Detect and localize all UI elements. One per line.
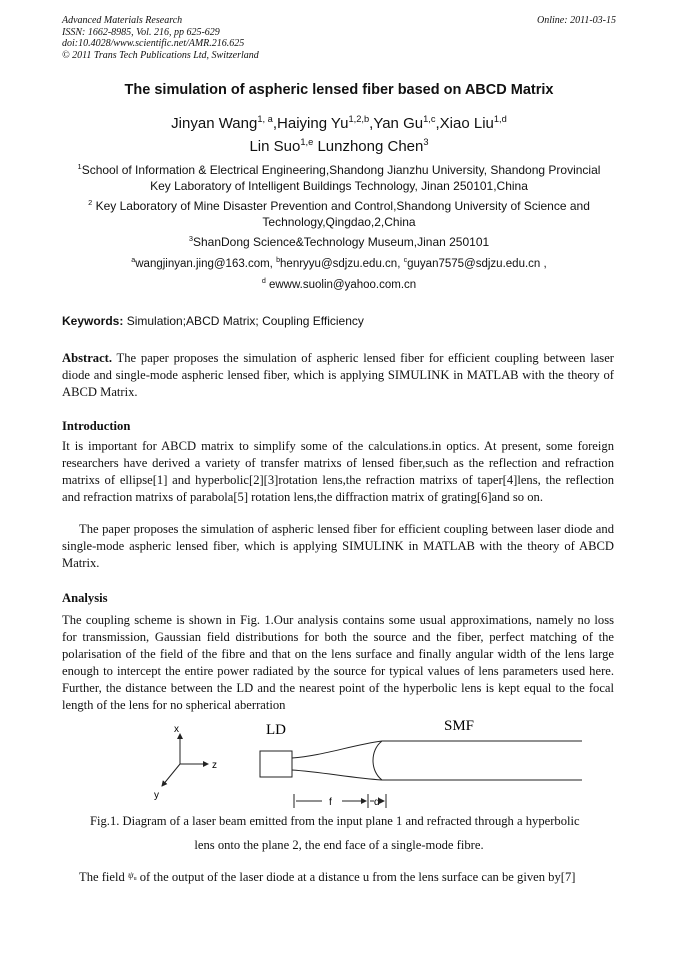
introduction-heading: Introduction (62, 419, 131, 433)
journal-header (62, 15, 259, 61)
author-sep: , (369, 115, 374, 132)
introduction-paragraph-1: It is important for ABCD matrix to simplify some of the calculations.in optics. At present, some foreign researchers have derived a variety of transfer matrixs of lensed fiber,such as the reflection and refraction matrixs of ellipse[1] and hyperbolic[2][3]rotation lens,the refraction matrixs of taper[4]lens, the reflection and refraction matrixs of parabola[5] rotation lens,the diffraction matrix of grating[6]and so on. (62, 439, 614, 504)
authors-line-2 (40, 138, 638, 155)
authors-line-1 (40, 115, 638, 132)
author-name: Xiao Liu (439, 115, 494, 132)
email-sup: d (261, 277, 266, 286)
keywords (62, 314, 364, 328)
author-name: Jinyan Wang (171, 115, 258, 132)
author-sup: 1, a (257, 114, 273, 124)
beam-paths (292, 741, 582, 780)
smf-label: SMF (444, 718, 475, 734)
f-label: f (329, 797, 332, 808)
author-sep: , (272, 115, 278, 132)
analysis-paragraph: The coupling scheme is shown in Fig. 1.Our analysis contains some usual approximations, namely no loss for transmission, Gaussian field distributions for both the source and the fiber, perfect matching of the polarisation of the field of the fibre and that on the lens surface and finally angular width of the lens large enough to intercept the entire power radiated by the source for typical values of lens parameters used here. Further, the distance between the LD and the nearest point of the hyperbolic lens is kept equal to the focal length of the lens for no spherical aberration (62, 613, 614, 712)
author-sup: 1,2,b (348, 114, 370, 124)
laser-diode-box (260, 751, 292, 777)
journal-name: Advanced Materials Research (62, 15, 183, 26)
paper-title: The simulation of aspheric lensed fiber based on ABCD Matrix (124, 82, 554, 98)
author-name: Yan Gu (373, 115, 424, 132)
abstract-label: Abstract. (62, 351, 113, 365)
axes-icon (162, 734, 208, 786)
affiliation-text: Key Laboratory of Mine Disaster Prevention and Control,Shandong University of Science and (92, 199, 590, 213)
figure-caption-line-2: lens onto the plane 2, the end face of a single-mode fibre. (194, 838, 484, 852)
introduction-paragraph-2: The paper proposes the simulation of aspheric lensed fiber for efficient coupling between laser diode and single-mode aspheric lensed fiber, which is applying SIMULINK in MATLAB with the theory of ABCD Matrix. (62, 522, 614, 570)
affiliation-3 (40, 235, 638, 251)
abstract (62, 350, 614, 401)
figure-caption-line-1: Fig.1. Diagram of a laser beam emitted from the input plane 1 and refracted through a hyperbolic (90, 814, 580, 828)
affiliation-2 (40, 199, 638, 230)
online-date: Online: 2011-03-15 (537, 15, 616, 26)
affiliation-text: ShanDong Science&Technology Museum,Jinan 250101 (192, 235, 490, 249)
ld-label: LD (266, 722, 286, 738)
affiliation-sup: 2 (88, 198, 93, 207)
email-line-2 (40, 279, 638, 291)
keywords-text: Simulation;ABCD Matrix; Coupling Efficiency (123, 314, 364, 328)
axis-x-label: x (174, 724, 179, 735)
final-paragraph (62, 867, 614, 888)
affiliation-1 (40, 163, 638, 194)
copyright-line: © 2011 Trans Tech Publications Ltd, Switzerland (62, 49, 259, 61)
email-link[interactable]: wangjinyan.jing@163.com, (135, 258, 277, 270)
analysis-heading: Analysis (62, 591, 108, 605)
email-link[interactable]: henryyu@sdjzu.edu.cn, (280, 258, 404, 270)
affiliation-text: School of Information & Electrical Engineering,Shandong Jianzhu University, Shandong Provincial (81, 163, 601, 177)
email-sup: b (276, 256, 281, 265)
doi-line: doi:10.4028/www.scientific.net/AMR.216.625 (62, 38, 245, 49)
author-name: Haiying Yu (277, 115, 349, 132)
email-sup: a (131, 256, 136, 265)
affiliation-text: Technology,Qingdao,2,China (262, 214, 416, 229)
email-link[interactable]: ewww.suolin@yahoo.com.cn (265, 279, 417, 291)
coupling-diagram (142, 718, 618, 814)
abstract-text: The paper proposes the simulation of aspheric lensed fiber for efficient coupling between laser diode and single-mode aspheric lensed fiber, which is applying SIMULINK in MATLAB with the theory of ABCD Matrix. (62, 351, 614, 399)
author-sup: 1,e (300, 137, 314, 147)
author-sup: 1,d (493, 114, 507, 124)
author-sup: 3 (423, 137, 429, 147)
author-sup: 1,c (423, 114, 436, 124)
email-sup: c (403, 256, 408, 265)
author-sep: , (435, 115, 440, 132)
email-link[interactable]: guyan7575@sdjzu.edu.cn , (407, 258, 547, 270)
psi-symbol: ψ (127, 870, 134, 880)
d-label: d (374, 797, 380, 808)
final-paragraph-text: The field (79, 870, 128, 884)
issn-line: ISSN: 1662-8985, Vol. 216, pp 625-629 (62, 26, 220, 38)
affiliation-text: Key Laboratory of Intelligent Buildings Technology, Jinan 250101,China (150, 178, 528, 193)
axis-y-label: y (154, 790, 159, 801)
axis-z-label: z (212, 760, 217, 771)
psi-subscript: u (133, 876, 137, 882)
distance-markers (294, 794, 386, 808)
affiliation-sup: 1 (77, 162, 82, 171)
author-name: Lunzhong Chen (317, 138, 424, 155)
affiliation-sup: 3 (188, 234, 193, 243)
author-name: Lin Suo (249, 138, 301, 155)
keywords-label: Keywords: (62, 314, 124, 328)
email-line-1 (40, 258, 638, 270)
final-paragraph-text: of the output of the laser diode at a distance u from the lens surface can be given by[7] (136, 870, 576, 884)
